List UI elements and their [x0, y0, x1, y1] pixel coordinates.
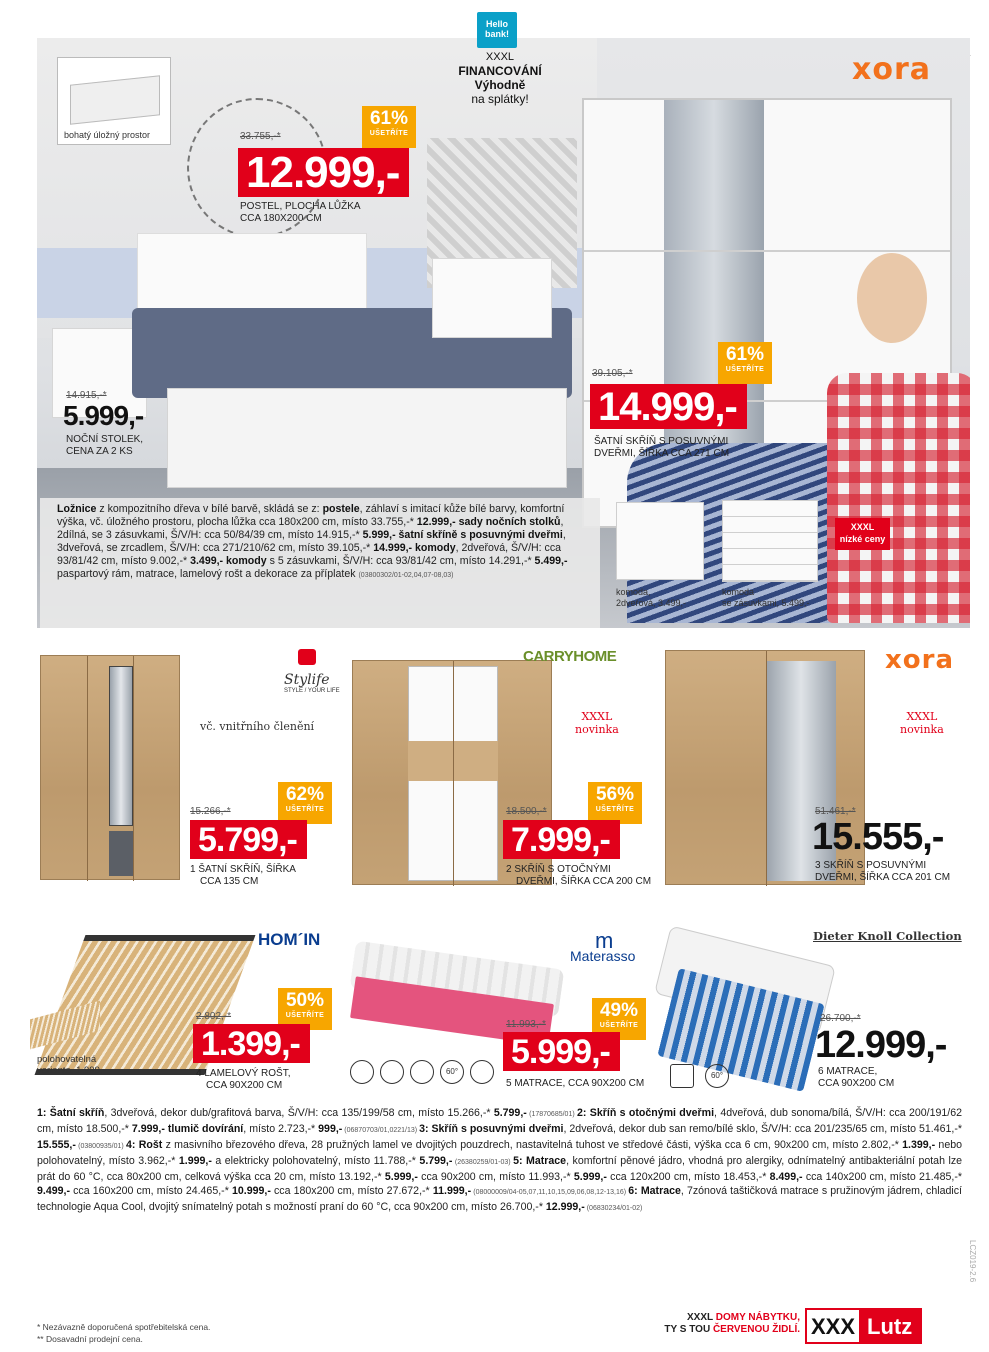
product-2-new-2: novinka [575, 723, 619, 736]
details-bold-segment: 15.555,- [37, 1139, 76, 1151]
stylife-brand-sub: STYLE / YOUR LIFE [284, 688, 340, 694]
woman-checked-dress [827, 373, 970, 623]
slogan-part-d: ČERVENOU ŽIDLÍ. [712, 1324, 800, 1335]
dresser-image [432, 258, 552, 338]
desc-part-5: 12.999,- sady nočních stolků [416, 516, 561, 528]
slogan-part-c: TY S TOU [664, 1324, 713, 1335]
details-bold-segment: 7.999,- tlumič dovírání [131, 1123, 244, 1135]
wardrobe-discount-badge [718, 342, 772, 384]
nightstand-caption-line-2: CENA ZA 2 KS [66, 446, 133, 457]
product-5-old-price: 11.993,-* [506, 1019, 546, 1030]
details-bold-segment: 5.999,- [573, 1171, 607, 1183]
materasso-brand: Materasso [570, 948, 636, 964]
details-segment: cca 140x200 cm, místo 21.485,-* [802, 1171, 962, 1183]
desc-part-4: , záhlaví s imitací kůže bílé barvy, komfortní výška, vč. úložného prostoru, plocha lůžka cca 180x200 cm, místo 33.755,-* [57, 503, 565, 528]
product-5-discount-label: UŠETŘÍTE [599, 1022, 639, 1029]
details-code-segment: (06830234/01-02) [584, 1205, 643, 1212]
product-2-discount-badge [588, 782, 642, 824]
footnote-1: * Nezávazně doporučená spotřebitelská cena. [37, 1322, 211, 1332]
details-bold-segment: 5: Matrace [513, 1155, 567, 1167]
wardrobe-caption [594, 436, 729, 460]
wardrobe-caption-line-2: DVEŘMI, ŠÍŘKA CCA 271 CM [594, 448, 730, 459]
materasso-logo-mark: m [595, 928, 614, 953]
wardrobe-discount-pct: 61% [725, 344, 765, 365]
product-1-old-price: 15.266,-* [190, 806, 231, 817]
product-2-caption-1: 2 SKŘÍŇ S OTOČNÝMI [506, 864, 611, 875]
wardrobe-1-image [40, 655, 180, 880]
xxxlutz-logo [805, 1308, 922, 1344]
product-1-price: 5.799,- [190, 820, 307, 859]
product-4-discount-pct: 50% [285, 990, 325, 1011]
product-4-old-price: 2.802,-* [196, 1011, 232, 1022]
product-4-caption-2: CCA 90X200 CM [206, 1080, 283, 1091]
logo-lutz: Lutz [859, 1310, 920, 1342]
product-6-caption-2: CCA 90X200 CM [818, 1078, 895, 1089]
desc-part-12: s 5 zásuvkami, Š/V/H: cca 93/81/42 cm, místo 14.291,-* [266, 555, 535, 567]
details-bold-segment: 9.499,- [37, 1185, 70, 1197]
details-bold-segment: 1.999,- [178, 1155, 212, 1167]
komoda-2door-caption-2: 2dveřová, 3.499,- [616, 598, 687, 608]
stylife-brand: Stylife [284, 672, 330, 688]
details-bold-segment: 8.499,- [769, 1171, 803, 1183]
wardrobe-discount-label: UŠETŘÍTE [725, 366, 765, 373]
washable-icon [410, 1060, 434, 1084]
door-line [87, 656, 88, 881]
details-segment: cca 180x200 cm, místo 27.672,-* [270, 1185, 433, 1197]
logo-xxx: XXX [807, 1310, 859, 1342]
product-2-new-label [575, 710, 619, 736]
desc-part-13: 5.499,- [534, 555, 568, 567]
product-1-caption [190, 864, 296, 888]
pocket-spring-icon [670, 1064, 694, 1088]
financing-line-4: na splátky! [471, 92, 529, 106]
desc-part-1: Ložnice [57, 503, 97, 515]
variant-note-1: polohovatelná [37, 1054, 97, 1065]
details-code-segment: (26380259/01-03) [452, 1159, 514, 1166]
zipper-icon [470, 1060, 494, 1084]
details-bold-segment: 999,- [318, 1123, 343, 1135]
details-segment: cca 160x200 cm, místo 24.465,-* [69, 1185, 232, 1197]
bed-old-price: 33.755,-* [240, 131, 281, 142]
product-1-discount-badge [278, 782, 332, 824]
footer-slogan [620, 1312, 800, 1336]
product-3-price: 15.555,- [812, 816, 944, 858]
product-3-caption-1: 3 SKŘÍŇ S POSUVNÝMI [815, 860, 927, 871]
details-bold-segment: 12.999,- [545, 1201, 585, 1213]
wardrobe-1-drawers [109, 831, 133, 876]
homin-brand: HOM´IN [258, 930, 321, 949]
xxxl-tag-line-2: nízké ceny [839, 534, 886, 544]
nightstand-caption-line-1: NOČNÍ STOLEK, [66, 434, 144, 445]
komoda-drawers-caption-2: se zásuvkami, 5.499,- [722, 598, 810, 608]
wardrobe-1-mirror [109, 666, 133, 826]
wardrobe-panel-line [584, 250, 950, 252]
details-bold-segment: 6: Matrace [628, 1185, 681, 1197]
xora-brand-logo: xora [852, 52, 931, 87]
temperature-icon: 60° [440, 1060, 464, 1084]
desc-part-7: 5.999,- šatní skříně s posuvnými dveřmi [362, 529, 563, 541]
details-segment: cca 120x200 cm, místo 18.453,-* [606, 1171, 770, 1183]
woman-head [857, 253, 927, 343]
inset-caption: bohatý úložný prostor [64, 130, 151, 140]
details-bold-segment: 5.799,- [419, 1155, 453, 1167]
xora-brand-logo-2: xora [885, 645, 954, 675]
financing-block [440, 50, 560, 106]
details-segment: , komfortní pěnové jádro, vhodná pro alergiky, odnímatelný antibakteriální potah lze prát do 60 °C, cca 80x200 cm, celková výška cca 20 cm, místo 13.192,-* [37, 1155, 963, 1183]
komoda-2door-image [616, 502, 704, 580]
desc-part-9: 14.999,- komody [373, 542, 456, 554]
adjustable-variant-note [37, 1054, 106, 1076]
desc-part-3: postele [322, 503, 360, 515]
product-6-caption-1: 6 MATRACE, [818, 1066, 878, 1077]
product-3-caption [815, 860, 950, 884]
slogan-part-b: DOMY NÁBYTKU, [715, 1312, 800, 1323]
desc-part-14: paspartový rám, matrace, lamelový rošt a dekorace za příplatek [57, 568, 359, 580]
temperature-icon: 60° [705, 1064, 729, 1088]
product-1-caption-1: 1 ŠATNÍ SKŘÍŇ, ŠÍŘKA [190, 864, 296, 875]
stylife-logo-mark [298, 649, 316, 665]
desc-part-10: , 2dveřová, Š/V/H: cca 93/81/42 cm, místo 9.002,-* [57, 542, 562, 567]
details-code-segment: (08000009/04-05,07,11,10,15,09,06,08,12-13,16) [471, 1189, 629, 1196]
details-bold-segment: 5.999,- [384, 1171, 418, 1183]
product-1-discount-label: UŠETŘÍTE [285, 806, 325, 813]
product-4-caption [196, 1068, 290, 1092]
desc-product-code: (03800302/01-02,04,07-08,03) [358, 572, 454, 579]
details-segment: cca 90x200 cm, místo 11.993,-* [417, 1171, 574, 1183]
details-segment: , 2dveřová, dekor dub san remo/bílé sklo, Š/V/H: cca 201/235/65 cm, místo 51.461,-* [563, 1123, 963, 1135]
slogan-part-a: XXXL [687, 1312, 716, 1323]
product-6-price: 12.999,- [815, 1024, 947, 1066]
product-1-note: vč. vnitřního členění [200, 720, 315, 733]
allergy-icon [350, 1060, 374, 1084]
details-segment: a elektricky polohovatelný, místo 11.788,-* [211, 1155, 420, 1167]
product-5-price: 5.999,- [503, 1032, 620, 1071]
bed-discount-pct: 61% [369, 108, 409, 129]
wardrobe-price: 14.999,- [590, 384, 747, 429]
product-3-new-2: novinka [900, 723, 944, 736]
details-code-segment: (03800935/01) [75, 1143, 127, 1150]
product-2-old-price: 18.500,-* [506, 806, 547, 817]
bed-caption-line-2: CCA 180X200 CM [240, 213, 322, 224]
komoda-drawers-caption-1: komoda [722, 587, 755, 597]
door-line [766, 651, 767, 886]
product-2-caption [506, 864, 651, 888]
xxxl-tag-line-1: XXXL [850, 522, 875, 532]
details-bold-segment: 3: Skříň s posuvnými dveřmi [419, 1123, 564, 1135]
hello-bank-logo: Hello bank! [477, 12, 517, 48]
details-bold-segment: 4: Rošt [126, 1139, 163, 1151]
bed-base [167, 388, 567, 488]
financing-line-3: Výhodně [474, 78, 526, 92]
product-2-discount-pct: 56% [595, 784, 635, 805]
dieter-knoll-brand: Dieter Knoll Collection [813, 929, 962, 943]
product-5-caption: 5 MATRACE, CCA 90X200 CM [506, 1078, 645, 1089]
product-details-text [37, 1106, 962, 1216]
wardrobe-old-price: 39.105,-* [592, 368, 633, 379]
komoda-2door-caption [616, 587, 686, 609]
product-6-old-price: 26.700,-* [820, 1013, 861, 1024]
details-bold-segment: 2: Skříň s otočnými dveřmi [577, 1107, 715, 1119]
nightstand-old-price: 14.915,-* [66, 390, 107, 401]
details-segment: , 3dveřová, dekor dub/grafitová barva, Š/V/H: cca 135/199/58 cm, místo 15.266,-* [104, 1107, 494, 1119]
door-line [453, 661, 454, 886]
product-3-caption-2: DVEŘMI, ŠÍŘKA CCA 201 CM [815, 872, 951, 883]
details-segment: , 4dveřová, dub sonoma/bílá, Š/V/H: cca 200/191/62 cm, místo 18.500,-* [37, 1107, 962, 1135]
product-4-caption-1: 4 LAMELOVÝ ROŠT, [196, 1068, 291, 1079]
bed-caption-line-1: POSTEL, PLOCHA LŮŽKA [240, 201, 361, 212]
financing-line-2: FINANCOVÁNÍ [458, 64, 542, 78]
product-1-discount-pct: 62% [285, 784, 325, 805]
variant-note-2: varianta, 1.999,- [37, 1065, 106, 1076]
product-3-old-price: 51.461,-* [815, 806, 856, 817]
wardrobe-caption-line-1: ŠATNÍ SKŘÍŇ S POSUVNÝMI [594, 436, 729, 447]
antibacterial-icon [380, 1060, 404, 1084]
product-2-caption-2: DVEŘMI, ŠÍŘKA CCA 200 CM [516, 876, 652, 887]
side-code: LCZ019-2.6 [968, 1240, 977, 1283]
footnote-2: ** Dosavadní prodejní cena. [37, 1334, 143, 1344]
details-code-segment: (06870703/01,0221/13) [342, 1127, 420, 1134]
door-line [133, 656, 134, 881]
details-bold-segment: 11.999,- [432, 1185, 472, 1197]
product-2-price: 7.999,- [503, 820, 620, 859]
details-code-segment: (17870685/01) [526, 1111, 578, 1118]
bed-headboard [137, 233, 367, 313]
details-bold-segment: 10.999,- [231, 1185, 271, 1197]
product-1-caption-2: CCA 135 CM [200, 876, 259, 887]
nightstand-price: 5.999,- [63, 400, 144, 431]
details-segment: nebo polohovatelný, místo 3.962,-* [37, 1139, 962, 1167]
drawer-illustration [70, 75, 160, 124]
komoda-drawers-image [722, 500, 818, 582]
product-3-new-1: XXXL [906, 710, 938, 723]
financing-line-1: XXXL [485, 51, 515, 63]
carryhome-brand: CARRYHOME [523, 648, 617, 665]
details-segment: z masivního březového dřeva, 28 pružných lamel ve dvojitých pouzdrech, nastavitelná tuhost ve středové části, výška cca 6 cm, 90x200 cm, místo 2.802,-* [162, 1139, 903, 1151]
woman-figure [797, 253, 970, 628]
product-4-discount-label: UŠETŘÍTE [285, 1012, 325, 1019]
hero-description-text [57, 503, 587, 582]
xxxl-low-prices-tag [835, 518, 890, 550]
product-2-new-1: XXXL [581, 710, 613, 723]
details-bold-segment: 1.399,- [902, 1139, 936, 1151]
komoda-2door-caption-1: komoda, [616, 587, 651, 597]
product-5-discount-pct: 49% [599, 1000, 639, 1021]
details-segment: , 7zónová taštičková matrace s pružinovým jádrem, chladicí technologie Aqua Cool, dvojitý snímatelný potah s možností praní do 60 °C, cca 90x200 cm, místo 26.700,-* [37, 1185, 962, 1213]
desc-part-11: 3.499,- komody [190, 555, 267, 567]
desc-part-8: , 3dveřová, se zrcadlem, Š/V/H: cca 271/210/62 cm, místo 39.105,-* [57, 529, 566, 554]
product-4-price: 1.399,- [193, 1024, 310, 1063]
desc-part-6: , 2dílná, se 3 zásuvkami, Š/V/H: cca 50/84/39 cm, místo 14.915,-* [57, 516, 564, 541]
komoda-drawers-caption [722, 587, 810, 609]
bed-discount-label: UŠETŘÍTE [369, 130, 409, 137]
details-bold-segment: 5.799,- [493, 1107, 527, 1119]
details-bold-segment: 1: Šatní skříň [37, 1107, 105, 1119]
details-segment: , místo 2.723,-* [243, 1123, 319, 1135]
nightstand-caption [66, 434, 143, 458]
bed-price: 12.999,- [238, 148, 409, 197]
storage-inset-photo [58, 58, 170, 144]
product-3-new-label [900, 710, 944, 736]
bed-discount-badge [362, 106, 416, 148]
product-2-discount-label: UŠETŘÍTE [595, 806, 635, 813]
bed-caption [240, 201, 361, 225]
product-6-caption [818, 1066, 894, 1090]
desc-part-2: z kompozitního dřeva v bílé barvě, skládá se z: [96, 503, 323, 515]
